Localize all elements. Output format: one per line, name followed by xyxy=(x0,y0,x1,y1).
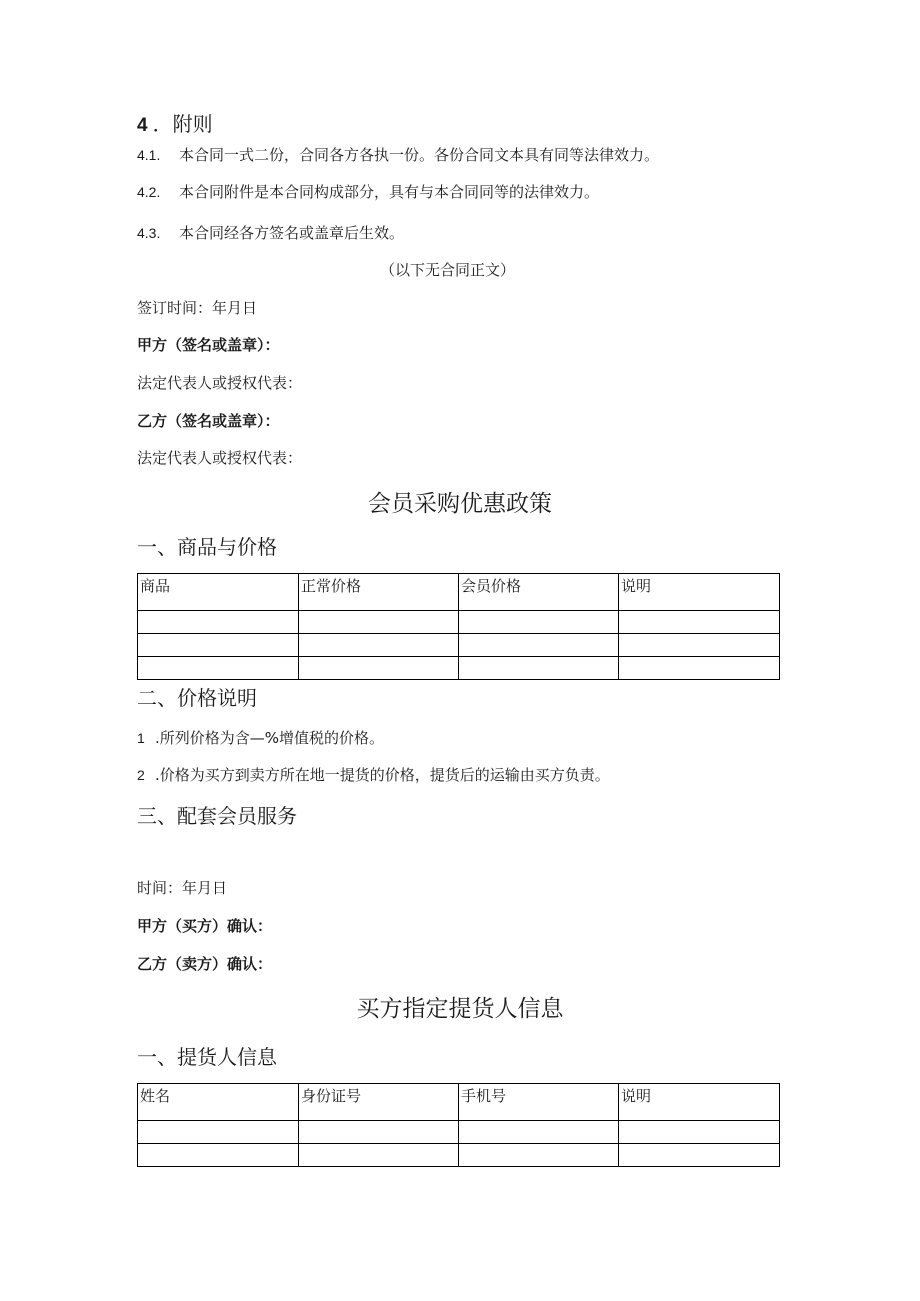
table-row xyxy=(138,1121,780,1144)
table-cell xyxy=(299,611,459,634)
table-cell xyxy=(299,634,459,657)
column-header: 姓名 xyxy=(138,1084,299,1121)
price-note xyxy=(137,727,384,748)
table-cell xyxy=(459,634,619,657)
annex-item-number: 4.2. xyxy=(137,184,161,200)
table-cell xyxy=(138,1144,299,1167)
table-cell xyxy=(619,1144,780,1167)
table-row xyxy=(138,1144,780,1167)
price-note xyxy=(137,764,610,785)
policy-section-goods: 一、商品与价格 xyxy=(137,535,277,559)
annex-item xyxy=(137,144,659,165)
annex-number: 4 xyxy=(137,115,148,136)
party-a-confirm: 甲方（买方）确认： xyxy=(137,917,273,935)
pickup-section-info: 一、提货人信息 xyxy=(137,1045,277,1069)
table-cell xyxy=(619,1121,780,1144)
table-cell xyxy=(138,1121,299,1144)
table-cell xyxy=(299,1121,459,1144)
price-note-text: .所列价格为含—%增值税的价格。 xyxy=(155,729,385,747)
column-header: 身份证号 xyxy=(299,1084,459,1121)
column-header: 正常价格 xyxy=(299,574,459,611)
party-a-signature: 甲方（签名或盖章）： xyxy=(137,336,280,354)
party-b-representative: 法定代表人或授权代表： xyxy=(137,449,303,467)
column-header: 商品 xyxy=(138,574,299,611)
pickup-person-table xyxy=(137,1083,780,1167)
table-row xyxy=(138,634,780,657)
annex-item-text: 本合同经各方签名或盖章后生效。 xyxy=(179,224,405,242)
pickup-title: 买方指定提货人信息 xyxy=(356,996,564,1022)
annex-item-text: 本合同一式二份，合同各方各执一份。各份合同文本具有同等法律效力。 xyxy=(179,146,660,164)
table-cell xyxy=(138,611,299,634)
table-cell xyxy=(619,657,780,680)
table-cell xyxy=(299,1144,459,1167)
table-cell xyxy=(619,611,780,634)
policy-time: 时间：年月日 xyxy=(137,879,228,897)
price-note-text: .价格为买方到卖方所在地一提货的价格，提货后的运输由买方负责。 xyxy=(155,766,610,784)
annex-title: ．附则 xyxy=(152,112,213,136)
annex-item xyxy=(137,222,404,243)
annex-item-text: 本合同附件是本合同构成部分，具有与本合同同等的法律效力。 xyxy=(179,183,600,201)
table-cell xyxy=(299,657,459,680)
annex-item xyxy=(137,181,599,202)
annex-heading xyxy=(137,108,213,137)
table-cell xyxy=(459,657,619,680)
column-header: 说明 xyxy=(619,574,780,611)
table-cell xyxy=(138,634,299,657)
table-cell xyxy=(138,657,299,680)
goods-price-table xyxy=(137,573,780,680)
column-header: 手机号 xyxy=(459,1084,619,1121)
column-header: 会员价格 xyxy=(459,574,619,611)
table-cell xyxy=(459,1144,619,1167)
annex-item-number: 4.1. xyxy=(137,147,161,163)
sign-date: 签订时间：年月日 xyxy=(137,299,258,317)
table-cell xyxy=(459,1121,619,1144)
table-row xyxy=(138,611,780,634)
table-cell xyxy=(619,634,780,657)
annex-item-number: 4.3. xyxy=(137,225,161,241)
party-b-confirm: 乙方（卖方）确认： xyxy=(137,955,273,973)
party-a-representative: 法定代表人或授权代表： xyxy=(137,374,303,392)
column-header: 说明 xyxy=(619,1084,780,1121)
table-row xyxy=(138,657,780,680)
table-header-row xyxy=(138,574,780,611)
table-header-row xyxy=(138,1084,780,1121)
end-note: （以下无合同正文） xyxy=(380,261,516,279)
table-cell xyxy=(459,611,619,634)
price-note-number: 1 xyxy=(137,730,145,746)
policy-section-services: 三、配套会员服务 xyxy=(137,804,297,828)
party-b-signature: 乙方（签名或盖章）： xyxy=(137,412,280,430)
price-note-number: 2 xyxy=(137,767,145,783)
policy-section-price: 二、价格说明 xyxy=(137,686,257,710)
policy-title: 会员采购优惠政策 xyxy=(368,491,552,517)
